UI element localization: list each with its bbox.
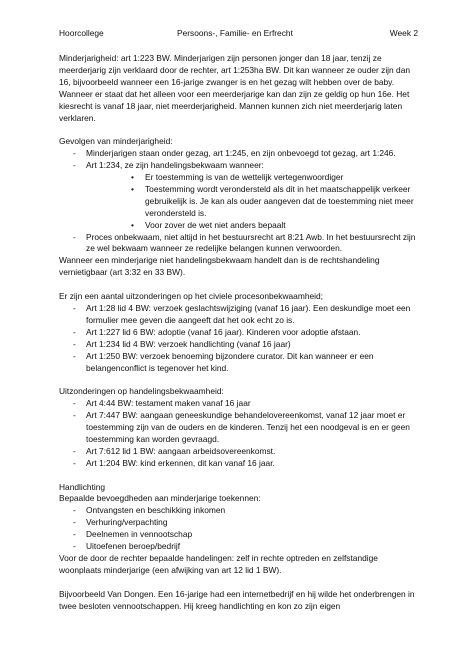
proces-list [59, 303, 421, 374]
handlichting-after: Voor de door de rechter bepaalde handelingen: zelf in rechte optreden en zelfstandige woonplaats minderjarige (een afwijking van art 12 lid 1 BW). [59, 553, 378, 575]
list-item: - Minderjarigen staan onder gezag, art 1:245, en zijn onbevoegd tot gezag, art 1:246. [59, 148, 421, 160]
bullet-item: • Voor zover de wet niet anders bepaalt [86, 220, 421, 232]
list-item [59, 160, 421, 231]
intro-paragraph: Minderjarigheid: art 1:223 BW. Minderjarigen zijn personen jonger dan 18 jaar, tenzij ze meerderjarig zijn verklaard door de rechter, art 1:253ha BW. Dit kan wanneer ze ouder zijn dan 16, bijvoorbeeld wanneer een 16-jarige zwanger is en het gezag wilt hebben over de baby. Wanneer er staat dat het alleen voor een meerderjarige kan dan zijn ze geldig op hun 16e. Het kiesrecht is vanaf 18 jaar, niet meerderjarigheid. Mannen kunnen zich niet meerderjarig laten verklaren. [59, 53, 411, 123]
list-item: - Art 1:227 lid 6 BW: adoptie (vanaf 16 jaar). Kinderen voor adoptie afstaan. [59, 327, 421, 339]
list-item: - Art 7:612 lid 1 BW: aangaan arbeidsovereenkomst. [59, 446, 421, 458]
list-item: - Verhuring/verpachting [59, 517, 421, 529]
page-header [59, 28, 418, 40]
gevolgen-after: Wanneer een minderjarige niet handelingsbekwaam handelt dan is de rechtshandeling vernietigbaar (art 3:32 en 33 BW). [59, 255, 380, 278]
gevolgen-heading: Gevolgen van minderjarigheid: [59, 136, 173, 147]
handlichting-list [59, 505, 421, 553]
list-item-text: Art 1:234, ze zijn handelingsbekwaam wanneer: [86, 160, 264, 171]
header-course: Hoorcollege [59, 28, 104, 38]
handlichting-subheading: Bepaalde bevoegdheden aan minderjarige toekennen: [59, 493, 261, 504]
bullet-list [86, 172, 421, 232]
list-item: - Uitoefenen beroep/bedrijf [59, 541, 421, 553]
list-item: - Art 7:447 BW: aangaan geneeskundige behandelovereenkomst, vanaf 12 jaar moet er toestemming zijn van de ouders en de kinderen. Tenzij het een noodgeval is en er geen toestemming kan worden gevraagd. [59, 410, 421, 446]
list-item: - Proces onbekwaam, niet altijd in het bestuursrecht art 8:21 Awb. In het bestuursrecht zijn ze wel bekwaam wanneer ze redelijke belangen kunnen verwoorden. [59, 232, 421, 256]
header-subject: Persoons-, Familie- en Erfrecht [177, 28, 293, 38]
handeling-list [59, 398, 421, 469]
list-item: - Art 1:234 lid 4 BW: verzoek handlichting (vanaf 16 jaar) [59, 339, 421, 351]
gevolgen-list [59, 148, 421, 255]
proces-heading: Er zijn een aantal uitzonderingen op het civiele procesonbekwaamheid; [59, 291, 323, 302]
document-body [59, 53, 421, 613]
list-item: - Deelnemen in vennootschap [59, 529, 421, 541]
list-item: - Art 1:250 BW: verzoek benoeming bijzondere curator. Dit kan wanneer er een belangenconflict is tegenover het kind. [59, 351, 421, 375]
list-item: - Art 4:44 BW: testament maken vanaf 16 jaar [59, 398, 421, 410]
example-paragraph: Bijvoorbeeld Van Dongen. Een 16-jarige had een internetbedrijf en hij wilde het onderbrengen in twee besloten vennootschappen. Hij kreeg handlichting en kon zo zijn eigen [59, 588, 415, 611]
bullet-item: • Toestemming wordt verondersteld als dit in het maatschappelijk verkeer gebruikelijk is. Je kan als ouder aangeven dat de toestemming niet meer verondersteld is. [86, 184, 421, 220]
list-item: - Art 1:204 BW: kind erkennen, dit kan vanaf 16 jaar. [59, 458, 421, 470]
handeling-heading: Uitzonderingen op handelingsbekwaamheid: [59, 386, 224, 397]
handlichting-heading: Handlichting [59, 481, 106, 492]
list-item: - Art 1:28 lid 4 BW: verzoek geslachtswijziging (vanaf 16 jaar). Een deskundige moet een formulier mee geven die aangeeft dat het ook echt zo is. [59, 303, 421, 327]
header-week: Week 2 [389, 28, 418, 38]
bullet-item: • Er toestemming is van de wettelijk vertegenwoordiger [86, 172, 421, 184]
list-item: - Ontvangsten en beschikking inkomen [59, 505, 421, 517]
